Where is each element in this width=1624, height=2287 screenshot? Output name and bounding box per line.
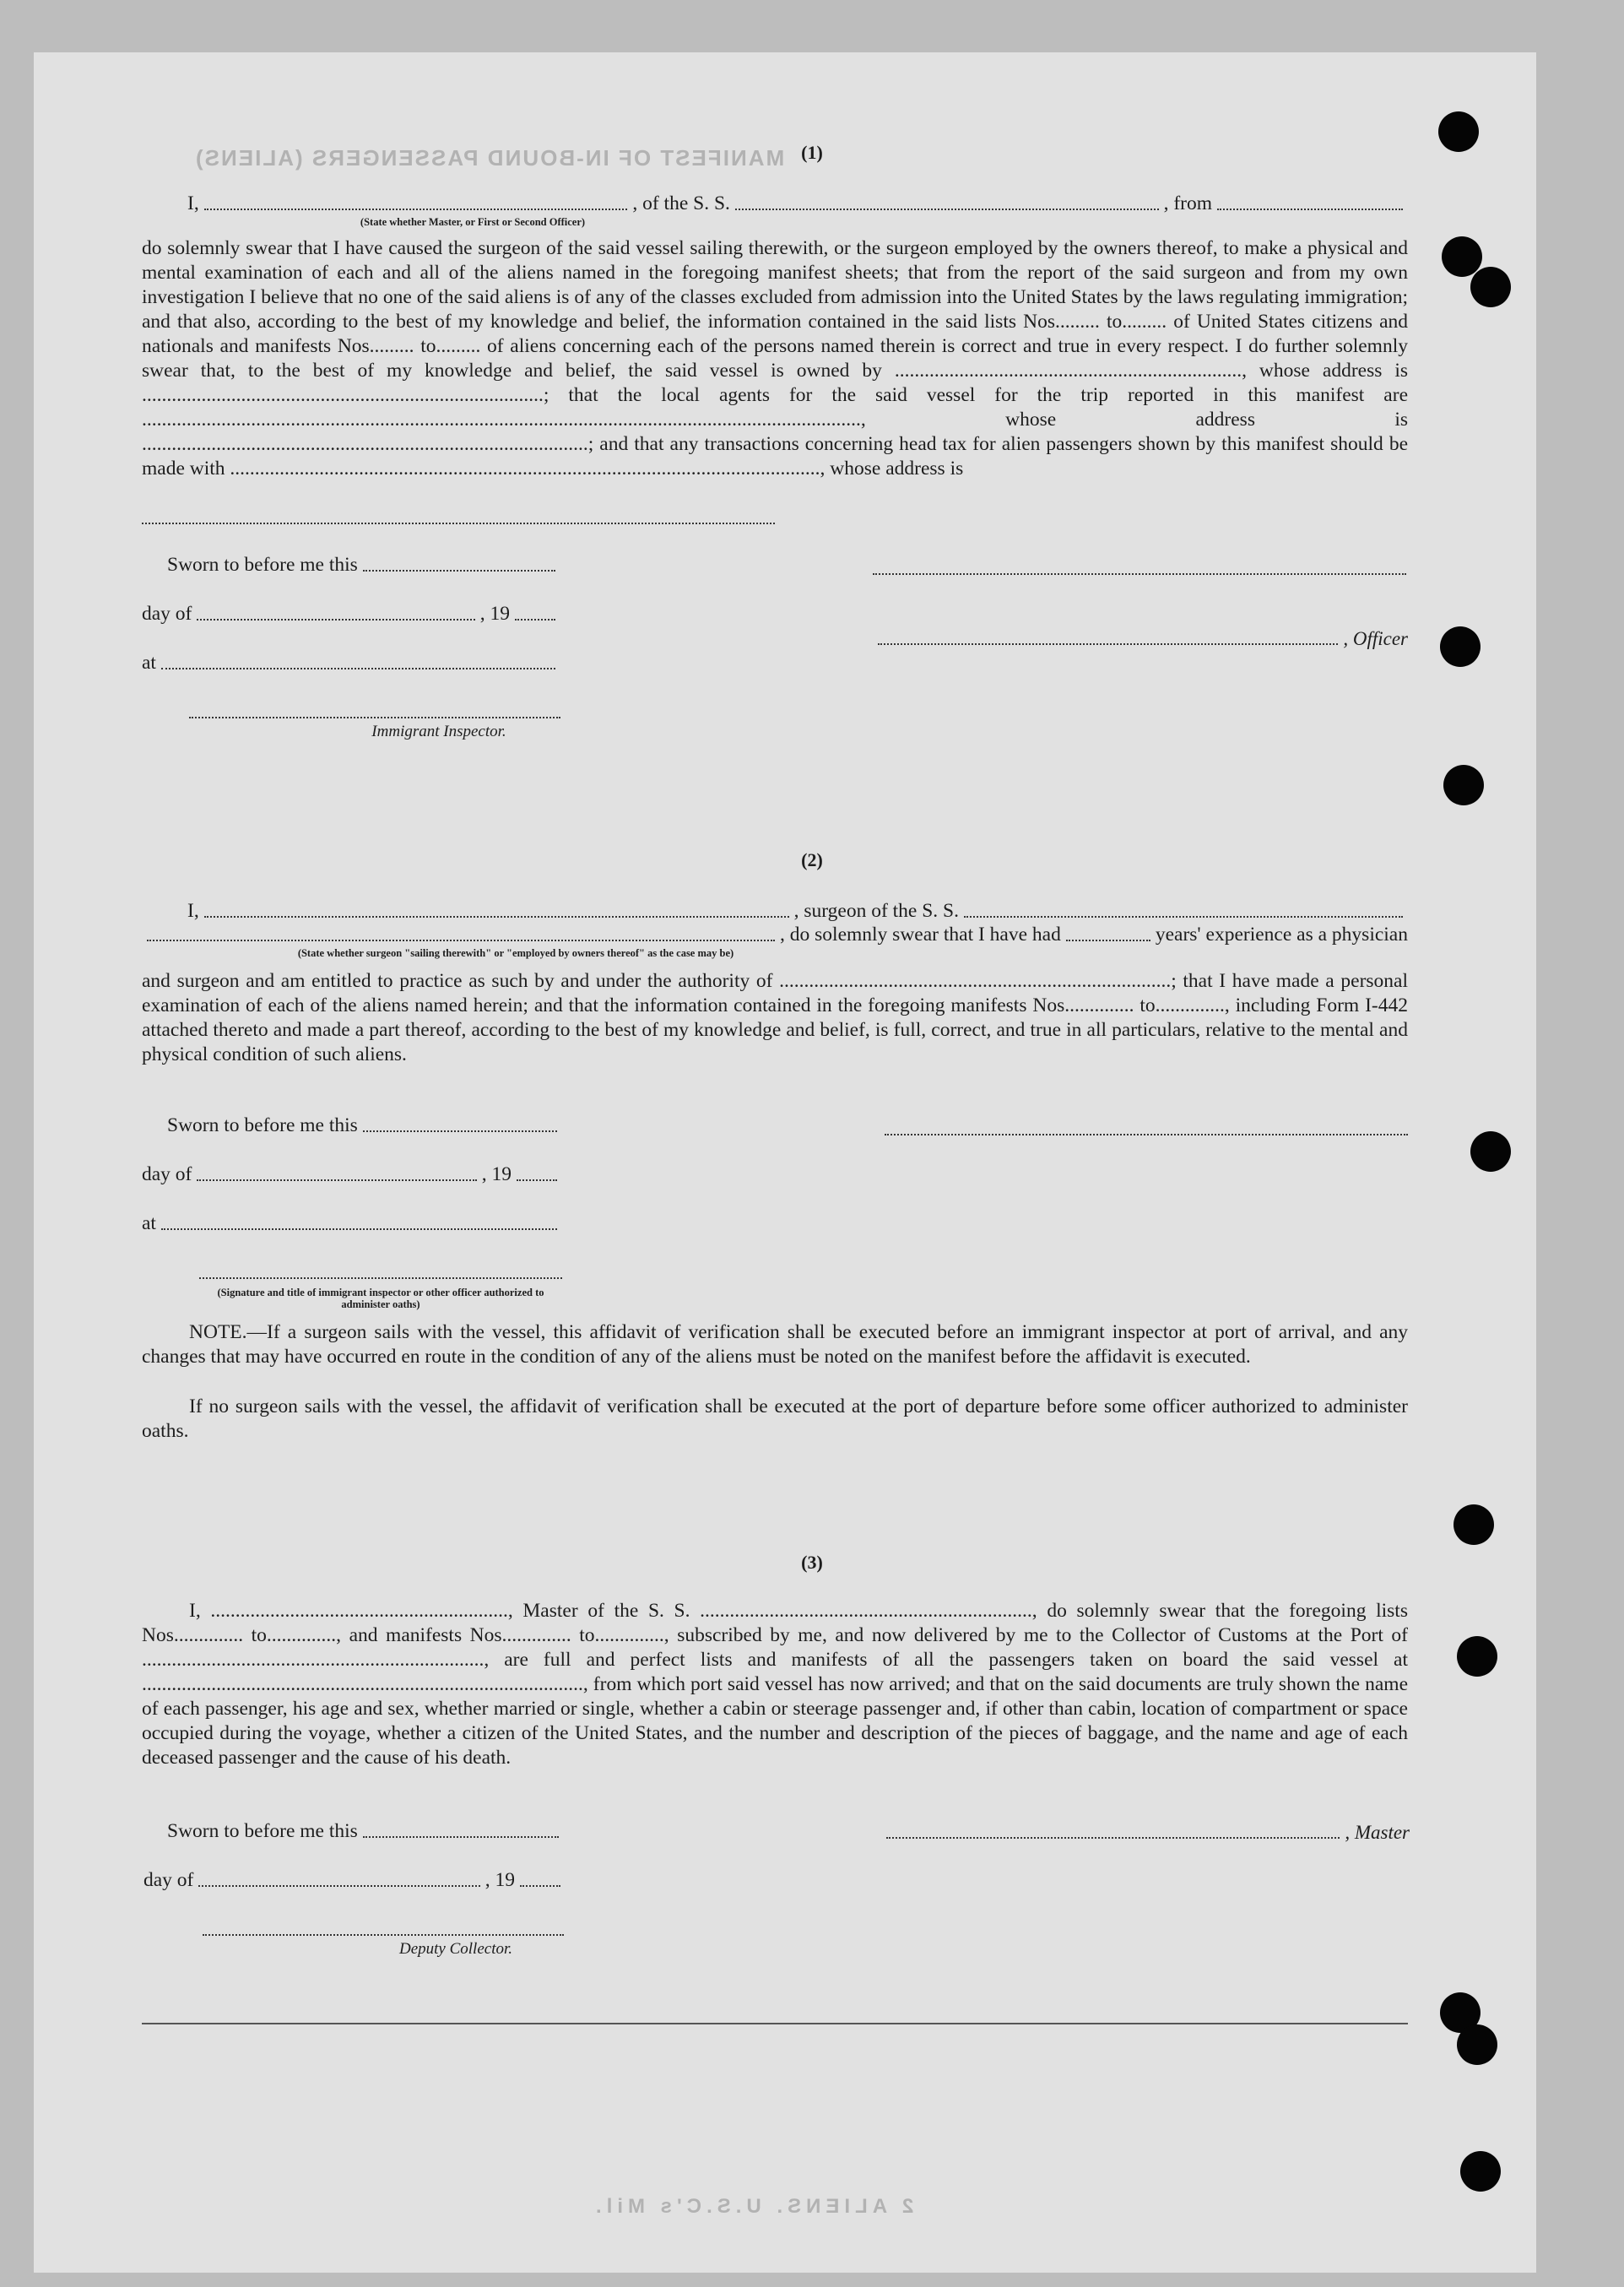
surgeon-ss-label: , surgeon of the S. S.	[793, 900, 959, 922]
section-1-body: do solemnly swear that I have caused the surgeon of the said vessel sailing therewith, or the surgeon employed by the owners thereof, to make a physical and mental examination of each and all of the aliens named in the foregoing manifest sheets; that from the report of the said surgeon and from my own investigation I believe that no one of the said aliens is of any of the classes excluded from admission into the United States by the laws regulating immigration; and that also, according to the best of my knowledge and belief, the information contained in the said lists Nos......... to......... of United States citizens and nationals and manifests Nos......... to......... of aliens concerning each of the persons named therein is correct and true in every respect. I do further solemnly swear that, to the best of my knowledge and belief, the said vessel is owned by ......................................................................, whose address is .................................................................................; that the local agents for the said vessel for the trip reported in this manifest are ................................................................................................................................................., whose address is ..........................................................................................; and that any transactions concerning head tax for alien passengers shown by this manifest should be made with ......................................................................................................................., whose address is	[142, 237, 1408, 480]
day-of-label: day of	[143, 1869, 194, 1891]
at-label: at	[142, 652, 156, 674]
bleed-through-title: MANIFEST OF IN-BOUND PASSENGERS (ALIENS)	[194, 145, 785, 171]
punch-hole	[1440, 626, 1481, 667]
deputy-collector-signature-line[interactable]	[203, 1933, 564, 1936]
officer-name-field[interactable]	[204, 208, 628, 210]
note-label: NOTE.	[189, 1321, 247, 1343]
day-of-field[interactable]	[198, 1884, 479, 1887]
officer-line	[873, 628, 1408, 650]
punch-hole	[1442, 236, 1482, 277]
officer-field[interactable]	[878, 642, 1338, 645]
section-2-body: and surgeon and am entitled to practice as such by and under the authority of ...............................................................................; that I have made a personal examination of each of the aliens named herein; and that the information contained in the foregoing manifests Nos.............. to.............., including Form I-442 attached thereto and made a part thereof, according to the best of my knowledge and belief, is full, correct, and true in all particulars, relative to the mental and physical condition of such aliens.	[142, 970, 1408, 1065]
punch-hole	[1457, 2024, 1497, 2065]
bottom-rule	[142, 2023, 1408, 2024]
officer-signature-line[interactable]	[873, 572, 1406, 575]
year-field[interactable]	[515, 618, 555, 621]
bleed-through-footer: 2 ALIENS. U.S.C's Mil.	[591, 2195, 914, 2218]
immigrant-inspector-label: Immigrant Inspector.	[371, 723, 506, 740]
at-field[interactable]	[161, 667, 555, 669]
opening-i: I,	[187, 900, 199, 922]
sworn-date-field[interactable]	[363, 1835, 559, 1838]
section-1-sworn-line	[167, 554, 560, 577]
section-3-sworn-line	[167, 1820, 564, 1843]
section-1-day-line	[142, 603, 560, 626]
at-field[interactable]	[161, 1228, 557, 1230]
sworn-date-field[interactable]	[363, 1130, 557, 1132]
surgeon-signature-line[interactable]	[885, 1133, 1408, 1135]
surgeon-note-paragraph	[142, 1320, 1408, 1369]
section-1-officer-note: (State whether Master, or First or Second Officer)	[360, 216, 586, 228]
opening-i: I,	[187, 192, 199, 214]
surgeon-status-field[interactable]	[147, 939, 775, 941]
at-label: at	[142, 1212, 156, 1234]
note-text: —If a surgeon sails with the vessel, this affidavit of verification shall be executed before an immigrant inspector at port of arrival, and any changes that may have occurred en route in the condition of any of the aliens must be noted on the manifest before the affidavit is executed.	[142, 1321, 1408, 1368]
section-1-number: (1)	[801, 142, 823, 163]
section-2-day-line	[142, 1163, 562, 1186]
year-label: , 19	[481, 1163, 512, 1185]
sworn-label: Sworn to before me this	[167, 1114, 358, 1136]
no-surgeon-note-paragraph: If no surgeon sails with the vessel, the affidavit of verification shall be executed at the port of departure before some officer authorized to administer oaths.	[142, 1396, 1408, 1442]
punch-hole	[1460, 2151, 1501, 2192]
sworn-date-field[interactable]	[363, 569, 555, 572]
year-label: , 19	[479, 603, 510, 625]
punch-hole	[1453, 1504, 1494, 1545]
section-2-number: (2)	[801, 849, 823, 870]
section-3-body: I, ............................................................, Master of the S. S. ..................................................................., do solemnly swear that the foregoing lists Nos.............. to.............., and manifests Nos.............. to.............., subscribed by me, and now delivered by me to the Collector of Customs at the Port of ....................................................................., are full and perfect lists and manifests of all the passengers taken on board the said vessel at ........................................................................................., from which port said vessel has now arrived; and that on the said documents are truly shown the name of each passenger, his age and sex, whether married or single, whether a cabin or steerage passenger and, if other than cabin, location of compartment or space occupied during the voyage, whether a citizen of the United States, and the number and description of the pieces of baggage, and the name and age of each deceased passenger and the cause of his death.	[142, 1600, 1408, 1769]
immigrant-inspector-signature-line[interactable]	[189, 716, 560, 718]
section-2-at-line	[142, 1212, 562, 1235]
deputy-collector-label: Deputy Collector.	[398, 1940, 513, 1958]
master-label: , Master	[1345, 1822, 1410, 1843]
master-line	[881, 1822, 1410, 1844]
surgeon-name-field[interactable]	[204, 915, 789, 918]
authorized-officer-signature-line[interactable]	[199, 1276, 562, 1279]
punch-hole	[1443, 765, 1484, 805]
section-1-at-line	[142, 652, 560, 675]
year-field[interactable]	[517, 1179, 557, 1181]
sworn-label: Sworn to before me this	[167, 554, 358, 576]
day-of-field[interactable]	[197, 1179, 476, 1181]
signature-title-note: (Signature and title of immigrant inspector or other officer authorized to administer oaths)	[217, 1287, 544, 1310]
day-of-label: day of	[142, 1163, 192, 1185]
years-label: years' experience as a physician	[1155, 924, 1408, 946]
year-label: , 19	[484, 1869, 515, 1891]
officer-label: , Officer	[1343, 628, 1408, 649]
swear-label: , do solemnly swear that I have had	[780, 924, 1061, 946]
punch-hole	[1457, 1636, 1497, 1677]
of-ss-label: , of the S. S.	[632, 192, 730, 214]
section-3-day-line	[143, 1869, 566, 1892]
day-of-label: day of	[142, 603, 192, 625]
day-of-field[interactable]	[197, 618, 474, 621]
from-label: , from	[1163, 192, 1213, 214]
section-1-opening-line	[187, 192, 1408, 215]
sworn-label: Sworn to before me this	[167, 1820, 358, 1842]
section-3-number: (3)	[801, 1552, 823, 1573]
years-field[interactable]	[1066, 939, 1150, 941]
punch-hole	[1470, 267, 1511, 307]
vessel-name-field[interactable]	[735, 208, 1159, 210]
master-signature-field[interactable]	[886, 1836, 1340, 1839]
section-2-sworn-line	[167, 1114, 562, 1137]
section-2-swear-line	[142, 924, 1408, 946]
from-port-field[interactable]	[1217, 208, 1403, 210]
section-2-surgeon-note: (State whether surgeon "sailing therewith" or "employed by owners thereof" as the case may be)	[297, 947, 734, 959]
punch-hole	[1470, 1131, 1511, 1172]
section-1-continuation-line[interactable]	[142, 522, 775, 524]
surgeon-vessel-field[interactable]	[964, 915, 1403, 918]
section-2-opening-line	[187, 900, 1408, 923]
year-field[interactable]	[520, 1884, 560, 1887]
